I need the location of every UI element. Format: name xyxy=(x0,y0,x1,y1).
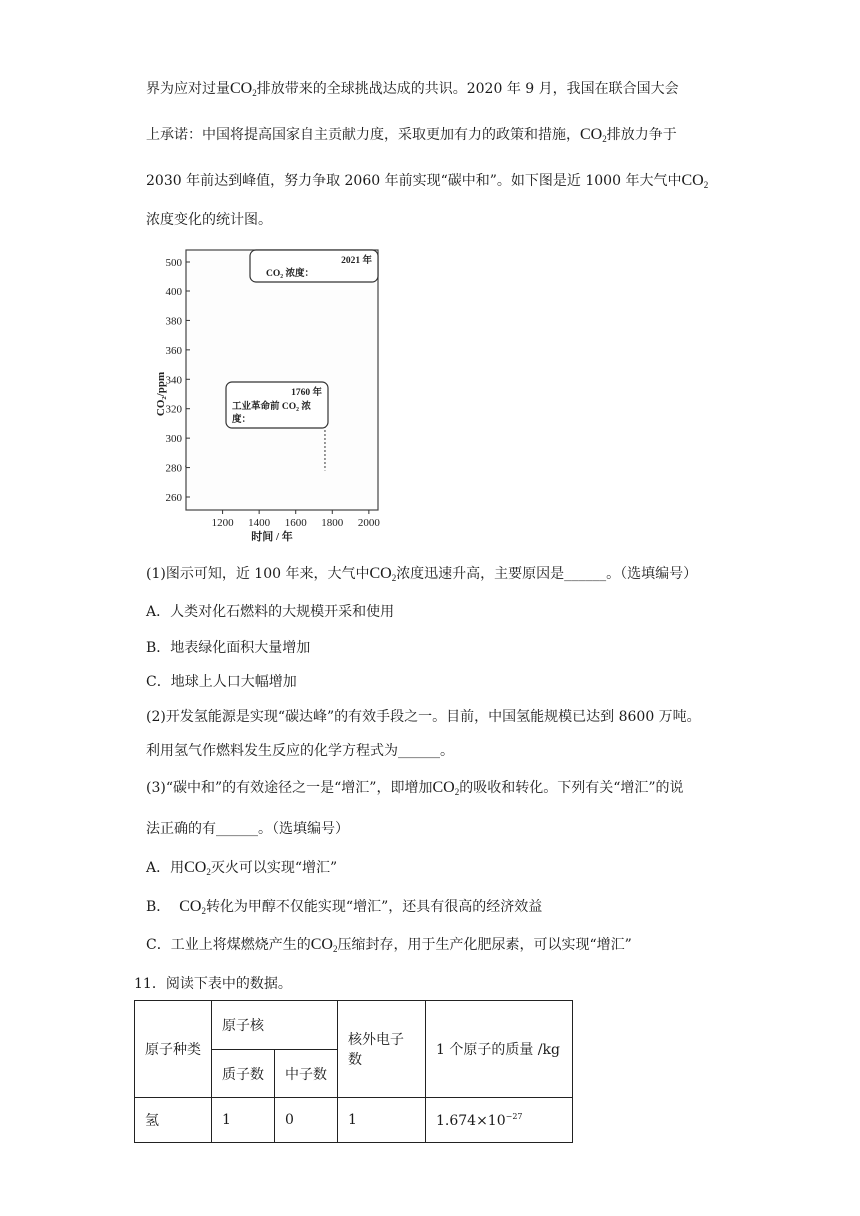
annotation-1760-label: 工业革命前 CO₂ 浓 xyxy=(232,402,311,412)
cell-electron: 1 xyxy=(338,1098,426,1143)
cell-atom: 氢 xyxy=(135,1098,212,1143)
y-tick-label: 260 xyxy=(165,492,182,504)
co2-formula: $CO_2$ xyxy=(369,565,397,583)
annotation-1760-year: 1760 年 xyxy=(291,388,322,398)
co2-formula: $CO_2$ xyxy=(310,936,338,954)
cell-neutron: 0 xyxy=(275,1098,338,1143)
y-tick-label: 320 xyxy=(165,403,182,416)
intro-text: 界为应对过量 xyxy=(146,81,230,97)
q3-option-a: A．用$CO_2$灭火可以实现“增汇” xyxy=(146,859,338,877)
question-text: 浓度迅速升高，主要原因是______。（选填编号） xyxy=(396,566,698,582)
x-tick-label: 1200 xyxy=(211,517,234,529)
intro-text: 排放带来的全球挑战达成的共识。2020 年 9 月，我国在联合国大会 xyxy=(256,81,679,97)
question-text: (1)图示可知，近 100 年来，大气中 xyxy=(146,566,370,582)
intro-text: 上承诺：中国将提高国家自主贡献力度，采取更加有力的政策和措施， xyxy=(146,127,580,143)
co2-formula: $CO_2$ xyxy=(681,172,709,190)
co2-formula: $CO_2$ xyxy=(184,859,211,877)
co2-formula: $CO_2$ xyxy=(230,80,257,98)
co2-formula: $CO_2$ xyxy=(580,126,607,144)
q3-option-b: B． $CO_2$转化为甲醇不仅能实现“增汇”，还具有很高的经济效益 xyxy=(146,898,543,916)
header-atom-type: 原子种类 xyxy=(135,1001,212,1098)
atom-data-table xyxy=(134,1000,573,1143)
y-tick-label: 400 xyxy=(165,286,182,298)
co2-concentration-chart xyxy=(150,240,390,545)
x-axis-label: 时间 / 年 xyxy=(251,531,293,543)
intro-line-4: 浓度变化的统计图。 xyxy=(146,212,272,228)
intro-text: 2030 年前达到峰值，努力争取 2060 年前实现“碳中和”。如下图是近 1000 年大气中 xyxy=(146,173,682,189)
plot-frame xyxy=(186,250,378,510)
y-axis-label: CO₂/ppm xyxy=(155,371,167,417)
question-2-line-2: 利用氢气作燃料发生反应的化学方程式为______。 xyxy=(146,743,454,759)
question-text: (3)“碳中和”的有效途径之一是“增汇”，即增加 xyxy=(146,780,433,796)
cell-mass: $1.674\times 10^{-27}$ xyxy=(426,1098,573,1143)
header-electron-count: 核外电子数 xyxy=(338,1001,426,1098)
co2-formula: $CO_2$ xyxy=(432,779,460,797)
intro-line-1 xyxy=(146,78,679,98)
intro-line-2 xyxy=(146,124,677,144)
y-tick-label: 340 xyxy=(165,374,182,387)
x-tick-label: 2000 xyxy=(357,517,380,529)
intro-text: 排放力争于 xyxy=(606,127,677,143)
x-tick-label: 1600 xyxy=(284,517,307,529)
question-1 xyxy=(146,563,697,583)
question-11: 11．阅读下表中的数据。 xyxy=(134,976,292,992)
y-tick-label: 280 xyxy=(165,462,182,475)
q1-option-a: A．人类对化石燃料的大规模开采和使用 xyxy=(146,604,395,620)
q3-option-c: C．工业上将煤燃烧产生的$CO_2$压缩封存，用于生产化肥尿素，可以实现“增汇” xyxy=(146,936,632,954)
q1-option-c: C．地球上人口大幅增加 xyxy=(146,674,297,690)
question-text: 的吸收和转化。下列有关“增汇”的说 xyxy=(459,780,684,796)
table-row xyxy=(135,1098,573,1143)
annotation-2021-label: CO₂ 浓度： xyxy=(266,269,314,279)
y-tick-label: 380 xyxy=(165,315,182,328)
cell-proton: 1 xyxy=(212,1098,275,1143)
annotation-1760-label: 度： xyxy=(232,415,252,425)
question-3 xyxy=(146,777,684,797)
question-3-line-2: 法正确的有______。（选填编号） xyxy=(146,821,349,837)
annotation-2021-year: 2021 年 xyxy=(341,256,372,266)
q1-option-b: B．地表绿化面积大量增加 xyxy=(146,640,311,656)
y-tick-label: 500 xyxy=(165,257,182,269)
header-proton-count: 质子数 xyxy=(212,1050,275,1098)
header-atom-mass: 1 个原子的质量 /kg xyxy=(426,1001,573,1098)
header-nucleus: 原子核 xyxy=(212,1001,338,1050)
question-2-line-1: (2)开发氢能源是实现“碳达峰”的有效手段之一。目前，中国氢能规模已达到 8600 万吨。 xyxy=(146,709,701,725)
co2-formula: $CO_2$ xyxy=(179,898,206,916)
x-tick-label: 1800 xyxy=(321,517,344,529)
y-tick-label: 360 xyxy=(165,344,182,357)
intro-line-3 xyxy=(146,170,708,190)
y-tick-label: 300 xyxy=(165,433,182,446)
x-tick-label: 1400 xyxy=(248,517,271,529)
header-neutron-count: 中子数 xyxy=(275,1050,338,1098)
